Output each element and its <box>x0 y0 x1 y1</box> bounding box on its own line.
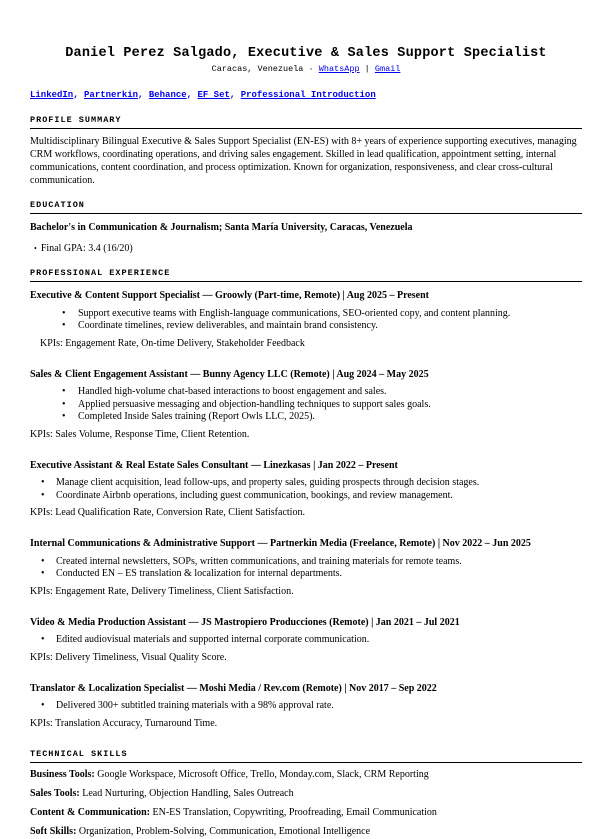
bullet-icon: • <box>41 489 45 501</box>
profile-links-row <box>30 90 582 100</box>
education-degree: Bachelor's in Communication & Journalism; Santa María University, Caracas, Venezuela <box>30 222 413 233</box>
section-heading-experience: PROFESSIONAL EXPERIENCE <box>30 268 582 282</box>
section-heading-education: EDUCATION <box>30 200 582 214</box>
link-separator: , <box>73 90 85 100</box>
skill-value: EN-ES Translation, Copywriting, Proofreading, Email Communication <box>150 807 437 818</box>
experience-list <box>30 290 582 730</box>
job-entry <box>30 683 582 730</box>
job-bullet-item <box>30 556 582 569</box>
bullet-text: Coordinate Airbnb operations, including guest communication, bookings, and review management. <box>56 489 453 501</box>
skill-line <box>30 769 582 782</box>
profile-summary-text: Multidisciplinary Bilingual Executive & Sales Support Specialist (EN-ES) with 8+ years of experience supporting executives, managing CRM workflows, coordinating operations, and driving sales engagement. Skilled in lead qualification, appointment setting, internal communications, content coordination, and process optimization. Known for organization, responsiveness, and clear cross-cultural communication. <box>30 136 577 186</box>
profile-link-wrap <box>30 90 84 100</box>
bullet-icon: • <box>41 634 45 645</box>
job-kpis: KPIs: Lead Qualification Rate, Conversion Rate, Client Satisfaction. <box>30 507 305 518</box>
job-bullet-item <box>30 320 582 333</box>
link-separator: , <box>186 90 198 100</box>
job-entry <box>30 369 582 441</box>
profile-link-wrap <box>84 90 149 100</box>
job-bullet-item <box>30 568 582 581</box>
bullet-text: Applied persuasive messaging and objection-handling techniques to support sales goals. <box>78 398 431 410</box>
profile-link-wrap <box>197 90 240 100</box>
skill-label: Business Tools: <box>30 769 95 780</box>
job-kpis: KPIs: Engagement Rate, On-time Delivery, Stakeholder Feedback <box>40 337 305 349</box>
bullet-text: Edited audiovisual materials and supported internal corporate communication. <box>56 634 370 645</box>
job-title: Sales & Client Engagement Assistant — Bunny Agency LLC (Remote) | Aug 2024 – May 2025 <box>30 368 429 380</box>
skill-line <box>30 807 582 820</box>
skill-value: Organization, Problem-Solving, Communication, Emotional Intelligence <box>76 826 371 837</box>
job-kpis: KPIs: Sales Volume, Response Time, Client Retention. <box>30 428 250 440</box>
bullet-text: Coordinate timelines, review deliverables, and maintain brand consistency. <box>78 320 378 331</box>
skills-list <box>30 769 582 839</box>
dot-separator: · <box>308 64 314 74</box>
job-title: Translator & Localization Specialist — Moshi Media / Rev.com (Remote) | Nov 2017 – Sep 2022 <box>30 682 437 694</box>
job-title: Internal Communications & Administrative Support — Partnerkin Media (Freelance, Remote) | Nov 2022 – Jun 2025 <box>30 538 531 549</box>
job-bullet-list <box>30 556 582 581</box>
profile-link[interactable]: Professional Introduction <box>240 90 376 100</box>
job-bullet-list <box>30 634 582 647</box>
job-title: Executive & Content Support Specialist — Groowly (Part-time, Remote) | Aug 2025 – Present <box>30 290 429 301</box>
gmail-link[interactable]: Gmail <box>374 64 401 74</box>
whatsapp-link[interactable]: WhatsApp <box>318 64 360 74</box>
pipe-separator: | <box>364 64 370 74</box>
job-bullet-list <box>30 700 582 713</box>
job-kpis: KPIs: Translation Accuracy, Turnaround Time. <box>30 717 218 729</box>
job-entry <box>30 460 582 520</box>
location-text: Caracas, Venezuela <box>211 64 304 74</box>
profile-link-wrap <box>241 90 376 100</box>
page-title: Daniel Perez Salgado, Executive & Sales Support Specialist <box>65 46 547 61</box>
bullet-icon: • <box>62 386 66 397</box>
bullet-icon: • <box>41 568 45 579</box>
contact-line <box>30 64 582 74</box>
job-bullet-item <box>30 411 582 424</box>
gpa-text: Final GPA: 3.4 (16/20) <box>40 243 133 254</box>
bullet-text: Handled high-volume chat-based interactions to boost engagement and sales. <box>78 386 387 397</box>
link-separator: , <box>229 90 241 100</box>
job-bullet-item <box>30 490 582 503</box>
job-bullet-item <box>30 477 582 490</box>
bullet-text: Created internal newsletters, SOPs, written communications, and training materials for remote teams. <box>56 555 462 567</box>
bullet-text: Support executive teams with English-language communications, SEO-oriented copy, and content planning. <box>78 307 511 319</box>
job-bullet-list <box>30 477 582 502</box>
bullet-icon: • <box>41 700 45 711</box>
job-entry <box>30 617 582 664</box>
job-bullet-list <box>30 386 582 424</box>
section-heading-skills: TECHNICAL SKILLS <box>30 749 582 763</box>
job-entry <box>30 538 582 598</box>
bullet-icon: • <box>62 411 66 422</box>
bullet-icon: • <box>34 244 37 253</box>
skill-label: Soft Skills: <box>30 826 77 837</box>
profile-link[interactable]: Partnerkin <box>84 90 139 100</box>
bullet-text: Manage client acquisition, lead follow-ups, and property sales, guiding prospects through decision stages. <box>56 477 480 488</box>
job-entry <box>30 290 582 350</box>
bullet-text: Delivered 300+ subtitled training materials with a 98% approval rate. <box>56 700 334 711</box>
job-kpis: KPIs: Delivery Timeliness, Visual Quality Score. <box>30 651 227 663</box>
job-bullet-item <box>30 399 582 412</box>
job-bullet-list <box>30 308 582 333</box>
profile-link-wrap <box>149 90 198 100</box>
skill-label: Content & Communication: <box>30 807 150 818</box>
education-gpa <box>30 243 582 254</box>
profile-link[interactable]: EF Set <box>197 90 230 100</box>
skill-line <box>30 788 582 801</box>
job-kpis: KPIs: Engagement Rate, Delivery Timeliness, Client Satisfaction. <box>30 585 294 597</box>
bullet-icon: • <box>62 320 66 331</box>
job-title: Video & Media Production Assistant — JS Mastropiero Producciones (Remote) | Jan 2021 – Jul 2021 <box>30 616 460 628</box>
skill-label: Sales Tools: <box>30 788 80 799</box>
job-bullet-item <box>30 700 582 713</box>
bullet-text: Completed Inside Sales training (Report Owls LLC, 2025). <box>78 411 315 422</box>
job-bullet-item <box>30 386 582 399</box>
profile-link[interactable]: Behance <box>148 90 187 100</box>
bullet-icon: • <box>62 307 66 319</box>
link-separator: , <box>138 90 149 100</box>
job-bullet-item <box>30 634 582 647</box>
job-bullet-item <box>30 308 582 321</box>
profile-link[interactable]: LinkedIn <box>30 90 74 100</box>
bullet-icon: • <box>62 398 66 410</box>
skill-value: Lead Nurturing, Objection Handling, Sales Outreach <box>79 788 294 799</box>
section-heading-profile-summary: PROFILE SUMMARY <box>30 115 582 129</box>
job-title: Executive Assistant & Real Estate Sales Consultant — Linezkasas | Jan 2022 – Present <box>30 459 398 471</box>
skill-value: Google Workspace, Microsoft Office, Trello, Monday.com, Slack, CRM Reporting <box>94 769 429 780</box>
bullet-text: Conducted EN – ES translation & localization for internal departments. <box>56 568 343 579</box>
bullet-icon: • <box>41 477 45 488</box>
skill-line <box>30 826 582 839</box>
bullet-icon: • <box>41 555 45 567</box>
